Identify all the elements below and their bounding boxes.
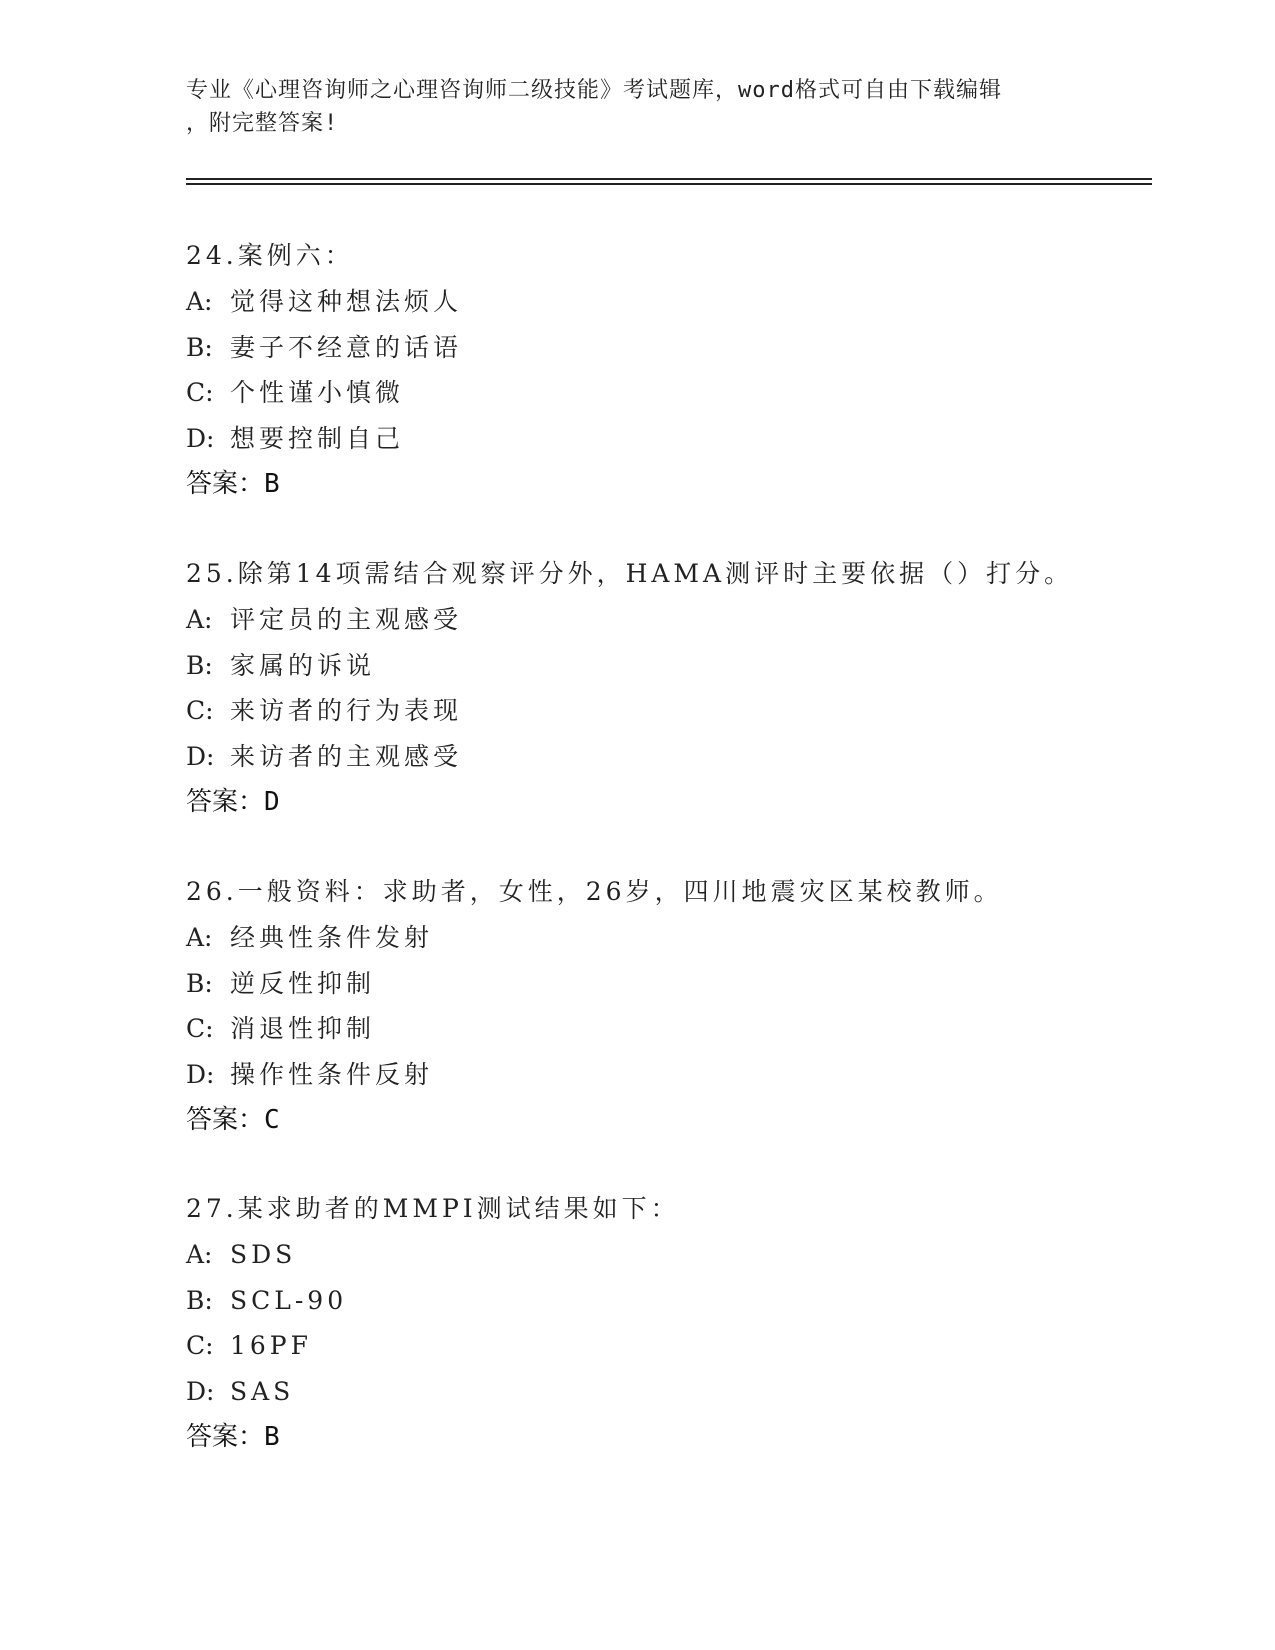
option-letter: C: <box>186 378 214 407</box>
question-24 <box>186 233 1186 507</box>
option-c <box>186 1006 1186 1052</box>
answer-line: 答案：D <box>186 787 280 817</box>
option-c <box>186 1323 1186 1369</box>
option-text: 想要控制自己 <box>230 423 405 453</box>
option-letter: B: <box>186 332 213 362</box>
question-25 <box>186 551 1186 825</box>
option-text: SCL-90 <box>230 1285 348 1315</box>
option-text: 觉得这种想法烦人 <box>230 287 463 316</box>
option-letter: C: <box>186 1014 214 1043</box>
option-d <box>186 1052 1186 1098</box>
option-letter: C: <box>186 696 214 725</box>
option-a <box>186 915 1186 961</box>
question-27 <box>186 1186 1186 1460</box>
option-letter: D: <box>186 423 215 453</box>
option-text: 经典性条件发射 <box>230 923 434 952</box>
option-text: 消退性抑制 <box>230 1014 376 1043</box>
question-stem: 24.案例六： <box>186 241 354 270</box>
question-stem: 27.某求助者的MMPI测试结果如下： <box>186 1194 680 1223</box>
option-text: 来访者的主观感受 <box>230 741 463 771</box>
option-text: 个性谨小慎微 <box>230 378 405 407</box>
option-text: 操作性条件反射 <box>230 1059 434 1089</box>
option-text: 来访者的行为表现 <box>230 696 463 725</box>
option-text: 妻子不经意的话语 <box>230 332 463 362</box>
document-header <box>186 74 1086 140</box>
header-divider-bottom <box>186 183 1152 185</box>
option-letter: D: <box>186 1376 215 1406</box>
option-a <box>186 597 1186 643</box>
option-a <box>186 1232 1186 1278</box>
option-b <box>186 961 1186 1007</box>
option-d <box>186 1369 1186 1415</box>
option-text: 家属的诉说 <box>230 650 376 680</box>
option-text: SDS <box>230 1240 297 1269</box>
option-letter: B: <box>186 968 213 998</box>
option-letter: A: <box>186 287 213 316</box>
header-divider-top <box>186 178 1152 180</box>
option-b <box>186 1278 1186 1324</box>
header-line-1: 专业《心理咨询师之心理咨询师二级技能》考试题库，word格式可自由下载编辑 <box>186 78 1002 103</box>
option-text: SAS <box>230 1376 295 1406</box>
option-text: 逆反性抑制 <box>230 968 376 998</box>
answer-line: 答案：B <box>186 469 280 499</box>
option-b <box>186 325 1186 371</box>
option-letter: B: <box>186 650 213 680</box>
option-letter: D: <box>186 1059 215 1089</box>
option-letter: B: <box>186 1285 213 1315</box>
answer-line: 答案：B <box>186 1422 280 1452</box>
option-letter: A: <box>186 1240 213 1269</box>
option-letter: C: <box>186 1331 214 1360</box>
option-a <box>186 279 1186 325</box>
option-text: 评定员的主观感受 <box>230 605 463 634</box>
option-c <box>186 370 1186 416</box>
question-stem: 25.除第14项需结合观察评分外，HAMA测评时主要依据（）打分。 <box>186 559 1074 588</box>
option-d <box>186 416 1186 462</box>
option-letter: A: <box>186 923 213 952</box>
question-26 <box>186 869 1186 1143</box>
option-letter: D: <box>186 741 215 771</box>
answer-line: 答案：C <box>186 1105 280 1135</box>
option-letter: A: <box>186 605 213 634</box>
header-line-2: ，附完整答案! <box>186 111 339 136</box>
option-b <box>186 643 1186 689</box>
option-text: 16PF <box>230 1331 312 1360</box>
question-stem: 26.一般资料：求助者，女性，26岁，四川地震灾区某校教师。 <box>186 877 1003 906</box>
option-d <box>186 734 1186 780</box>
option-c <box>186 688 1186 734</box>
